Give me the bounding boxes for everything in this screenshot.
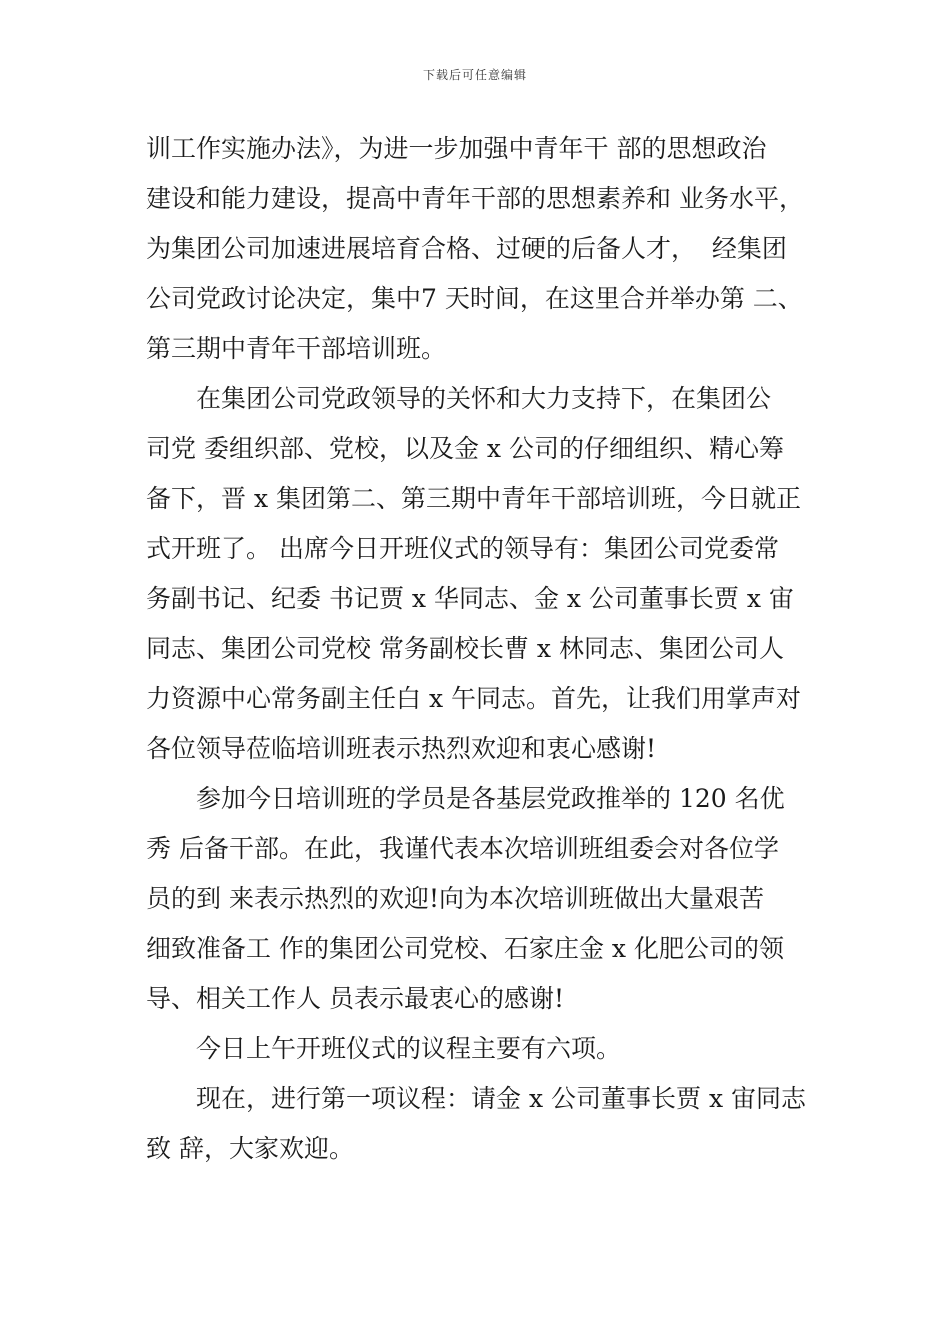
text-line: 导、相关工作人 员表示最衷心的感谢! — [146, 984, 564, 1013]
text-line: 今日上午开班仪式的议程主要有六项。 — [196, 1034, 622, 1063]
text-line: 致 辞，大家欢迎。 — [146, 1134, 354, 1163]
paragraph — [146, 1024, 846, 1074]
document-body — [146, 124, 846, 1174]
text-line: 参加今日培训班的学员是各基层党政推举的 120 名优 — [196, 784, 785, 813]
text-line: 为集团公司加速进展培育合格、过硬的后备人才， 经集团 — [146, 234, 787, 263]
paragraph — [146, 1074, 846, 1174]
paragraph — [146, 124, 846, 374]
text-line: 务副书记、纪委 书记贾 x 华同志、金 x 公司董事长贾 x 宙 — [146, 584, 794, 613]
text-line: 各位领导莅临培训班表示热烈欢迎和衷心感谢! — [146, 734, 657, 763]
text-line: 式开班了。 出席今日开班仪式的领导有：集团公司党委常 — [146, 534, 779, 563]
paragraph — [146, 374, 846, 774]
paragraph — [146, 774, 846, 1024]
text-line: 备下，晋 x 集团第二、第三期中青年干部培训班，今日就正 — [146, 484, 801, 513]
text-line: 秀 后备干部。在此，我谨代表本次培训班组委会对各位学 — [146, 834, 779, 863]
text-line: 在集团公司党政领导的关怀和大力支持下，在集团公 — [196, 384, 772, 413]
text-line: 细致准备工 作的集团公司党校、石家庄金 x 化肥公司的领 — [146, 934, 784, 963]
text-line: 公司党政讨论决定，集中7 天时间，在这里合并举办第 二、 — [146, 284, 803, 313]
text-line: 现在，进行第一项议程：请金 x 公司董事长贾 x 宙同志 — [196, 1084, 806, 1113]
text-line: 建设和能力建设，提高中青年干部的思想素养和 业务水平， — [146, 184, 804, 213]
text-line: 司党 委组织部、党校，以及金 x 公司的仔细组织、精心筹 — [146, 434, 784, 463]
text-line: 同志、集团公司党校 常务副校长曹 x 林同志、集团公司人 — [146, 634, 784, 663]
text-line: 训工作实施办法》，为进一步加强中青年干 部的思想政治 — [146, 134, 767, 163]
page-header: 下载后可任意编辑 — [422, 68, 527, 82]
text-line: 第三期中青年干部培训班。 — [146, 334, 447, 363]
text-line: 员的到 来表示热烈的欢迎!向为本次培训班做出大量艰苦 — [146, 884, 764, 913]
text-line: 力资源中心常务副主任白 x 午同志。首先，让我们用掌声对 — [146, 684, 801, 713]
